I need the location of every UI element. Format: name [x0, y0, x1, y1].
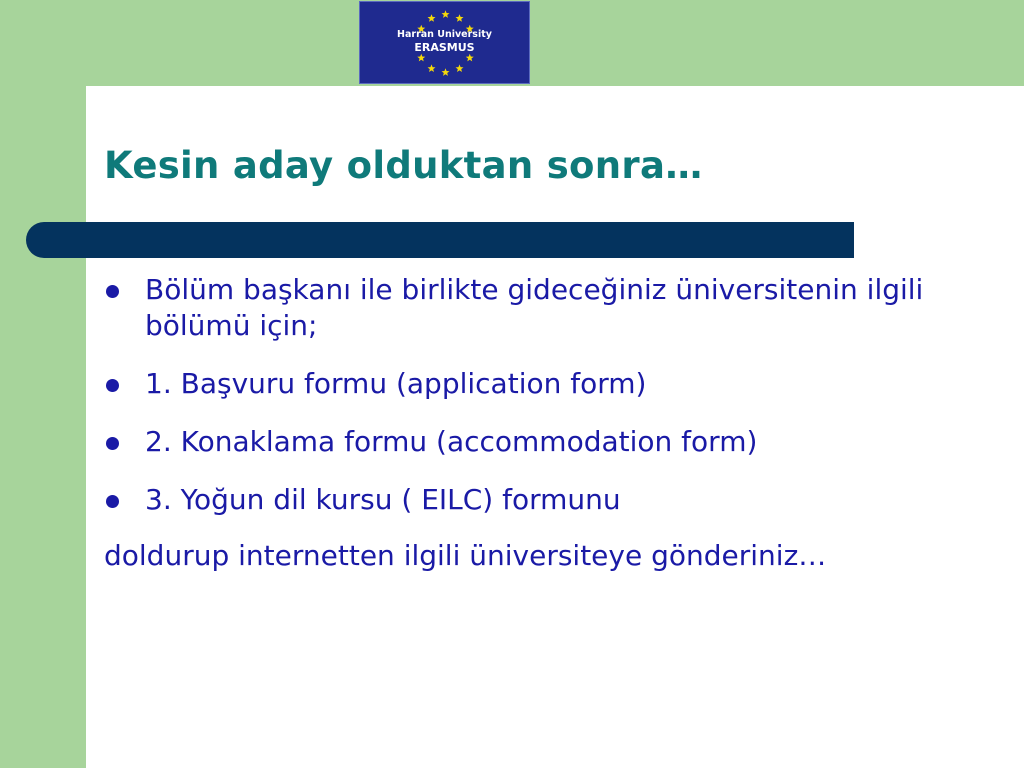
list-item — [104, 424, 1004, 460]
bullet-text: 2. Konaklama formu (accommodation form) — [145, 425, 758, 458]
star-icon — [456, 64, 464, 72]
list-item — [104, 366, 1004, 402]
bullet-icon — [106, 495, 119, 508]
list-item — [104, 482, 1004, 518]
bullet-list — [104, 272, 1004, 518]
bullet-text: Bölüm başkanı ile birlikte gideceğiniz üniversitenin ilgili bölümü için; — [145, 273, 924, 342]
bullet-icon — [106, 379, 119, 392]
star-icon — [442, 10, 450, 18]
slide-title: Kesin aday olduktan sonra… — [104, 144, 703, 187]
logo-university-name: Harran University — [397, 29, 492, 40]
star-icon — [442, 68, 450, 76]
logo-program-name: ERASMUS — [414, 41, 475, 54]
star-icon — [428, 14, 436, 22]
bullet-text: 1. Başvuru formu (application form) — [145, 367, 647, 400]
bullet-icon — [106, 437, 119, 450]
frame-left-strip — [0, 0, 86, 768]
closing-text: doldurup internetten ilgili üniversiteye gönderiniz… — [104, 539, 827, 572]
list-item — [104, 272, 1004, 344]
star-icon — [456, 14, 464, 22]
star-icon — [466, 54, 474, 62]
erasmus-logo — [359, 1, 530, 84]
star-icon — [417, 54, 425, 62]
title-underline-bar — [26, 222, 854, 258]
star-icon — [428, 64, 436, 72]
slide-body — [104, 272, 1004, 574]
bullet-icon — [106, 285, 119, 298]
bullet-text: 3. Yoğun dil kursu ( EILC) formunu — [145, 483, 621, 516]
